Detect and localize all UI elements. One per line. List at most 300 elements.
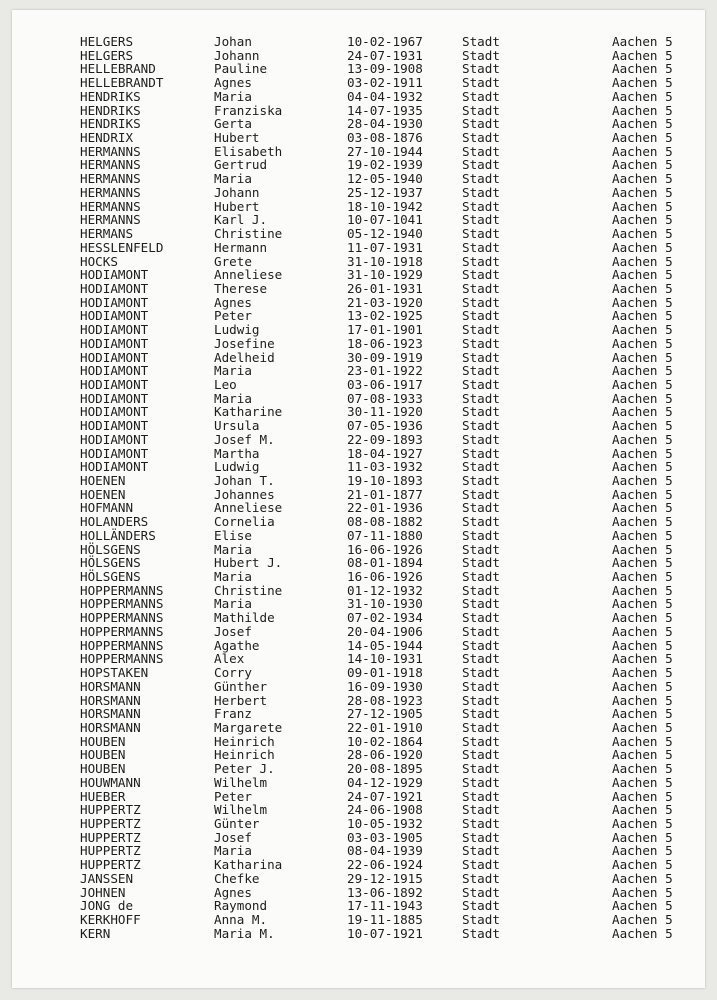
record-firstname: Karl J. — [214, 212, 268, 228]
record-city: Aachen 5 — [612, 363, 673, 379]
record-firstname: Johan T. — [214, 473, 275, 488]
record-firstname: Agathe — [214, 637, 260, 653]
record-firstname: Maria — [214, 596, 252, 612]
record-city: Aachen 5 — [612, 761, 673, 777]
record-date: 26-01-1931 — [347, 280, 423, 296]
record-surname: HOPPERMANNS — [80, 623, 164, 639]
record-row — [12, 666, 705, 680]
record-date: 14-05-1944 — [347, 637, 423, 653]
record-date: 07-11-1880 — [347, 527, 423, 543]
record-place: Stadt — [462, 500, 500, 516]
record-city: Aachen 5 — [612, 706, 673, 722]
record-place: Stadt — [462, 267, 500, 283]
record-firstname: Johann — [214, 47, 260, 63]
record-place: Stadt — [462, 541, 500, 557]
record-firstname: Franziska — [214, 102, 283, 118]
record-city: Aachen 5 — [612, 857, 673, 873]
record-date: 10-02-1967 — [347, 34, 423, 49]
record-date: 18-10-1942 — [347, 198, 423, 214]
record-surname: HÖLSGENS — [80, 541, 141, 557]
record-row — [12, 62, 705, 76]
record-place: Stadt — [462, 157, 500, 173]
record-city: Aachen 5 — [612, 829, 673, 845]
record-city: Aachen 5 — [612, 719, 673, 735]
record-row — [12, 186, 705, 200]
record-surname: HOUBEN — [80, 733, 126, 749]
record-firstname: Wilhelm — [214, 774, 268, 790]
record-date: 10-07-1921 — [347, 925, 423, 941]
record-surname: KERN — [80, 925, 111, 941]
record-firstname: Christine — [214, 226, 283, 242]
record-firstname: Josef — [214, 829, 252, 845]
record-firstname: Ludwig — [214, 459, 260, 475]
record-date: 20-08-1895 — [347, 761, 423, 777]
record-surname: HODIAMONT — [80, 363, 149, 379]
record-city: Aachen 5 — [612, 445, 673, 461]
record-row — [12, 625, 705, 639]
record-city: Aachen 5 — [612, 239, 673, 255]
record-firstname: Josef — [214, 623, 252, 639]
record-firstname: Raymond — [214, 898, 268, 914]
record-firstname: Mathilde — [214, 610, 275, 626]
record-city: Aachen 5 — [612, 294, 673, 310]
record-row — [12, 515, 705, 529]
record-place: Stadt — [462, 692, 500, 708]
record-row — [12, 844, 705, 858]
record-city: Aachen 5 — [612, 747, 673, 763]
record-date: 04-12-1929 — [347, 774, 423, 790]
record-firstname: Maria — [214, 171, 252, 187]
record-row — [12, 474, 705, 488]
record-surname: HODIAMONT — [80, 390, 149, 406]
record-firstname: Hermann — [214, 239, 268, 255]
record-surname: HERMANNS — [80, 143, 141, 159]
record-place: Stadt — [462, 75, 500, 91]
record-city: Aachen 5 — [612, 473, 673, 488]
record-city: Aachen 5 — [612, 459, 673, 475]
record-place: Stadt — [462, 171, 500, 187]
record-place: Stadt — [462, 184, 500, 200]
record-place: Stadt — [462, 733, 500, 749]
record-place: Stadt — [462, 294, 500, 310]
record-date: 14-10-1931 — [347, 651, 423, 667]
record-firstname: Johannes — [214, 486, 275, 502]
record-row — [12, 913, 705, 927]
record-date: 12-05-1940 — [347, 171, 423, 187]
record-place: Stadt — [462, 582, 500, 598]
record-row — [12, 790, 705, 804]
record-place: Stadt — [462, 665, 500, 681]
record-date: 11-03-1932 — [347, 459, 423, 475]
record-date: 19-11-1885 — [347, 912, 423, 927]
record-surname: HOENEN — [80, 486, 126, 502]
record-city: Aachen 5 — [612, 267, 673, 283]
record-place: Stadt — [462, 143, 500, 159]
record-place: Stadt — [462, 884, 500, 900]
record-row — [12, 694, 705, 708]
record-row — [12, 351, 705, 365]
record-place: Stadt — [462, 706, 500, 722]
record-row — [12, 831, 705, 845]
record-city: Aachen 5 — [612, 651, 673, 667]
record-place: Stadt — [462, 390, 500, 406]
record-city: Aachen 5 — [612, 88, 673, 104]
record-surname: HOFMANN — [80, 500, 134, 516]
record-row — [12, 817, 705, 831]
record-place: Stadt — [462, 555, 500, 571]
record-date: 24-06-1908 — [347, 802, 423, 818]
record-row — [12, 872, 705, 886]
record-place: Stadt — [462, 363, 500, 379]
record-date: 13-02-1925 — [347, 308, 423, 324]
record-row — [12, 639, 705, 653]
record-date: 17-11-1943 — [347, 898, 423, 914]
record-row — [12, 707, 705, 721]
record-place: Stadt — [462, 212, 500, 228]
record-date: 16-06-1926 — [347, 569, 423, 585]
record-surname: HODIAMONT — [80, 322, 149, 338]
record-surname: HENDRIKS — [80, 102, 141, 118]
record-place: Stadt — [462, 459, 500, 475]
record-firstname: Ludwig — [214, 322, 260, 338]
record-place: Stadt — [462, 761, 500, 777]
record-city: Aachen 5 — [612, 116, 673, 132]
record-surname: HORSMANN — [80, 706, 141, 722]
record-date: 29-12-1915 — [347, 870, 423, 886]
record-list — [12, 35, 705, 940]
record-firstname: Agnes — [214, 75, 252, 91]
record-place: Stadt — [462, 130, 500, 146]
record-row — [12, 529, 705, 543]
record-firstname: Martha — [214, 445, 260, 461]
record-surname: HORSMANN — [80, 719, 141, 735]
record-row — [12, 886, 705, 900]
record-row — [12, 117, 705, 131]
record-city: Aachen 5 — [612, 678, 673, 694]
record-row — [12, 433, 705, 447]
record-place: Stadt — [462, 239, 500, 255]
record-firstname: Maria — [214, 541, 252, 557]
record-place: Stadt — [462, 623, 500, 639]
record-place: Stadt — [462, 870, 500, 886]
record-city: Aachen 5 — [612, 527, 673, 543]
record-row — [12, 76, 705, 90]
record-date: 18-06-1923 — [347, 335, 423, 351]
record-date: 13-06-1892 — [347, 884, 423, 900]
record-city: Aachen 5 — [612, 541, 673, 557]
record-city: Aachen 5 — [612, 198, 673, 214]
record-firstname: Günther — [214, 678, 268, 694]
record-city: Aachen 5 — [612, 47, 673, 63]
record-city: Aachen 5 — [612, 884, 673, 900]
record-row — [12, 762, 705, 776]
record-date: 28-04-1930 — [347, 116, 423, 132]
record-city: Aachen 5 — [612, 212, 673, 228]
record-place: Stadt — [462, 747, 500, 763]
record-row — [12, 241, 705, 255]
record-city: Aachen 5 — [612, 349, 673, 365]
record-city: Aachen 5 — [612, 774, 673, 790]
record-place: Stadt — [462, 349, 500, 365]
record-surname: HOPPERMANNS — [80, 637, 164, 653]
record-date: 28-08-1923 — [347, 692, 423, 708]
record-firstname: Pauline — [214, 61, 268, 77]
record-surname: HOPPERMANNS — [80, 610, 164, 626]
record-row — [12, 35, 705, 49]
record-date: 31-10-1918 — [347, 253, 423, 269]
record-date: 07-02-1934 — [347, 610, 423, 626]
record-city: Aachen 5 — [612, 322, 673, 338]
record-firstname: Anneliese — [214, 267, 283, 283]
record-city: Aachen 5 — [612, 390, 673, 406]
record-surname: HELGERS — [80, 47, 134, 63]
record-place: Stadt — [462, 473, 500, 488]
record-firstname: Josef M. — [214, 431, 275, 447]
record-firstname: Alex — [214, 651, 245, 667]
record-row — [12, 858, 705, 872]
record-surname: HODIAMONT — [80, 418, 149, 434]
record-surname: HODIAMONT — [80, 280, 149, 296]
record-date: 27-10-1944 — [347, 143, 423, 159]
record-surname: HELGERS — [80, 34, 134, 49]
record-city: Aachen 5 — [612, 308, 673, 324]
record-date: 03-03-1905 — [347, 829, 423, 845]
record-row — [12, 145, 705, 159]
record-place: Stadt — [462, 596, 500, 612]
record-date: 01-12-1932 — [347, 582, 423, 598]
record-place: Stadt — [462, 843, 500, 859]
record-place: Stadt — [462, 788, 500, 804]
record-place: Stadt — [462, 486, 500, 502]
record-date: 30-09-1919 — [347, 349, 423, 365]
record-city: Aachen 5 — [612, 665, 673, 681]
record-firstname: Katharine — [214, 404, 283, 420]
record-place: Stadt — [462, 34, 500, 49]
record-place: Stadt — [462, 335, 500, 351]
record-row — [12, 927, 705, 941]
record-firstname: Johan — [214, 34, 252, 49]
record-surname: HUPPERTZ — [80, 843, 141, 859]
record-row — [12, 584, 705, 598]
record-date: 24-07-1921 — [347, 788, 423, 804]
record-date: 04-04-1932 — [347, 88, 423, 104]
record-surname: HERMANNS — [80, 157, 141, 173]
record-date: 30-11-1920 — [347, 404, 423, 420]
record-firstname: Adelheid — [214, 349, 275, 365]
record-city: Aachen 5 — [612, 184, 673, 200]
record-firstname: Franz — [214, 706, 252, 722]
record-firstname: Gerta — [214, 116, 252, 132]
record-surname: HENDRIX — [80, 130, 134, 146]
record-surname: HODIAMONT — [80, 376, 149, 392]
record-city: Aachen 5 — [612, 623, 673, 639]
record-row — [12, 447, 705, 461]
record-firstname: Gertrud — [214, 157, 268, 173]
record-city: Aachen 5 — [612, 733, 673, 749]
record-date: 08-08-1882 — [347, 514, 423, 530]
record-surname: HOPPERMANNS — [80, 651, 164, 667]
record-firstname: Hubert J. — [214, 555, 283, 571]
record-surname: HENDRIKS — [80, 116, 141, 132]
record-firstname: Maria — [214, 88, 252, 104]
record-firstname: Maria — [214, 569, 252, 585]
record-city: Aachen 5 — [612, 569, 673, 585]
record-row — [12, 227, 705, 241]
record-date: 03-08-1876 — [347, 130, 423, 146]
record-row — [12, 611, 705, 625]
record-surname: HERMANNS — [80, 212, 141, 228]
record-surname: HUPPERTZ — [80, 829, 141, 845]
record-firstname: Hubert — [214, 130, 260, 146]
record-date: 24-07-1931 — [347, 47, 423, 63]
record-row — [12, 255, 705, 269]
record-firstname: Peter — [214, 308, 252, 324]
record-place: Stadt — [462, 925, 500, 941]
record-firstname: Maria — [214, 363, 252, 379]
record-surname: HUPPERTZ — [80, 802, 141, 818]
record-place: Stadt — [462, 404, 500, 420]
record-place: Stadt — [462, 445, 500, 461]
record-row — [12, 90, 705, 104]
record-surname: HERMANNS — [80, 171, 141, 187]
record-place: Stadt — [462, 116, 500, 132]
record-firstname: Margarete — [214, 719, 283, 735]
record-place: Stadt — [462, 898, 500, 914]
record-row — [12, 158, 705, 172]
record-date: 20-04-1906 — [347, 623, 423, 639]
record-date: 23-01-1922 — [347, 363, 423, 379]
record-firstname: Agnes — [214, 884, 252, 900]
record-surname: HESSLENFELD — [80, 239, 164, 255]
record-row — [12, 501, 705, 515]
record-firstname: Grete — [214, 253, 252, 269]
record-surname: HÖLSGENS — [80, 555, 141, 571]
record-firstname: Agnes — [214, 294, 252, 310]
record-place: Stadt — [462, 912, 500, 927]
record-city: Aachen 5 — [612, 418, 673, 434]
record-city: Aachen 5 — [612, 514, 673, 530]
document-page — [12, 10, 705, 988]
record-row — [12, 392, 705, 406]
record-city: Aachen 5 — [612, 171, 673, 187]
record-date: 10-05-1932 — [347, 815, 423, 831]
record-place: Stadt — [462, 61, 500, 77]
record-place: Stadt — [462, 418, 500, 434]
record-date: 21-03-1920 — [347, 294, 423, 310]
record-date: 17-01-1901 — [347, 322, 423, 338]
record-row — [12, 200, 705, 214]
record-place: Stadt — [462, 857, 500, 873]
record-date: 16-06-1926 — [347, 541, 423, 557]
record-row — [12, 309, 705, 323]
record-city: Aachen 5 — [612, 335, 673, 351]
record-date: 14-07-1935 — [347, 102, 423, 118]
record-city: Aachen 5 — [612, 61, 673, 77]
record-city: Aachen 5 — [612, 788, 673, 804]
record-place: Stadt — [462, 226, 500, 242]
record-row — [12, 104, 705, 118]
record-date: 11-07-1931 — [347, 239, 423, 255]
record-row — [12, 652, 705, 666]
record-city: Aachen 5 — [612, 280, 673, 296]
record-date: 22-01-1910 — [347, 719, 423, 735]
record-row — [12, 364, 705, 378]
record-place: Stadt — [462, 102, 500, 118]
record-firstname: Elise — [214, 527, 252, 543]
record-city: Aachen 5 — [612, 582, 673, 598]
record-city: Aachen 5 — [612, 157, 673, 173]
record-row — [12, 378, 705, 392]
record-row — [12, 131, 705, 145]
record-city: Aachen 5 — [612, 637, 673, 653]
record-date: 28-06-1920 — [347, 747, 423, 763]
record-row — [12, 680, 705, 694]
record-surname: HERMANNS — [80, 184, 141, 200]
record-date: 07-08-1933 — [347, 390, 423, 406]
record-surname: HODIAMONT — [80, 267, 149, 283]
record-surname: HODIAMONT — [80, 459, 149, 475]
record-city: Aachen 5 — [612, 143, 673, 159]
record-firstname: Leo — [214, 376, 237, 392]
record-date: 31-10-1930 — [347, 596, 423, 612]
record-surname: KERKHOFF — [80, 912, 141, 927]
record-city: Aachen 5 — [612, 555, 673, 571]
record-city: Aachen 5 — [612, 431, 673, 447]
record-firstname: Cornelia — [214, 514, 275, 530]
record-date: 27-12-1905 — [347, 706, 423, 722]
record-row — [12, 899, 705, 913]
record-surname: HODIAMONT — [80, 294, 149, 310]
record-city: Aachen 5 — [612, 596, 673, 612]
record-place: Stadt — [462, 829, 500, 845]
record-city: Aachen 5 — [612, 898, 673, 914]
record-row — [12, 296, 705, 310]
record-date: 31-10-1929 — [347, 267, 423, 283]
record-date: 08-04-1939 — [347, 843, 423, 859]
record-date: 16-09-1930 — [347, 678, 423, 694]
record-firstname: Heinrich — [214, 733, 275, 749]
record-row — [12, 213, 705, 227]
record-row — [12, 49, 705, 63]
record-surname: HERMANS — [80, 226, 134, 242]
record-firstname: Ursula — [214, 418, 260, 434]
record-place: Stadt — [462, 376, 500, 392]
record-firstname: Chefke — [214, 870, 260, 886]
record-city: Aachen 5 — [612, 486, 673, 502]
record-firstname: Peter — [214, 788, 252, 804]
record-row — [12, 460, 705, 474]
record-city: Aachen 5 — [612, 843, 673, 859]
record-surname: HOPSTAKEN — [80, 665, 149, 681]
record-row — [12, 735, 705, 749]
record-city: Aachen 5 — [612, 925, 673, 941]
record-firstname: Anna M. — [214, 912, 268, 927]
record-row — [12, 405, 705, 419]
record-date: 03-06-1917 — [347, 376, 423, 392]
record-city: Aachen 5 — [612, 912, 673, 927]
record-date: 03-02-1911 — [347, 75, 423, 91]
record-firstname: Johann — [214, 184, 260, 200]
record-city: Aachen 5 — [612, 404, 673, 420]
record-row — [12, 323, 705, 337]
record-surname: HODIAMONT — [80, 335, 149, 351]
record-city: Aachen 5 — [612, 870, 673, 886]
record-surname: HUPPERTZ — [80, 857, 141, 873]
record-firstname: Katharina — [214, 857, 283, 873]
record-firstname: Herbert — [214, 692, 268, 708]
record-date: 10-07-1041 — [347, 212, 423, 228]
record-place: Stadt — [462, 514, 500, 530]
